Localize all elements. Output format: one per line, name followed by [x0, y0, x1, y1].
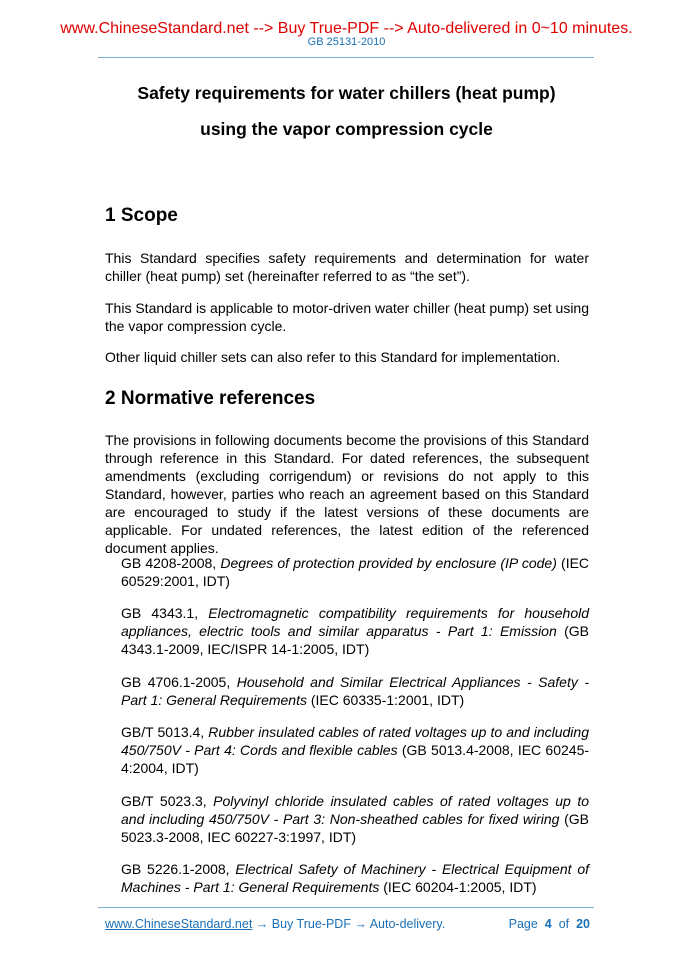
footer-left	[105, 916, 445, 932]
section-heading-normative-references: 2 Normative references	[105, 388, 316, 409]
reference-code: GB 5226.1-2008,	[121, 861, 230, 877]
reference-item	[121, 792, 589, 846]
reference-item	[121, 554, 589, 590]
footer-tagline: → Buy True-PDF → Auto-delivery.	[255, 917, 446, 931]
footer-site-link[interactable]: www.ChineseStandard.net	[105, 917, 253, 931]
document-title-line-2: using the vapor compression cycle	[200, 119, 493, 139]
scope-paragraph-2: This Standard is applicable to motor-driven water chiller (heat pump) set using the vapor compression cycle.	[105, 300, 590, 334]
page-total: 20	[576, 917, 590, 931]
reference-code: GB 4706.1-2005,	[121, 674, 231, 690]
section-heading-scope: 1 Scope	[105, 205, 178, 226]
reference-code: GB 4343.1,	[121, 605, 199, 621]
page-label: Page	[508, 917, 538, 931]
reference-title: Rubber insulated cables of rated voltages up to and including 450/750V - Part 4: Cords and flexible cables	[121, 724, 589, 758]
reference-note: (IEC 60529:2001, IDT)	[121, 555, 590, 589]
page-indicator	[509, 916, 590, 932]
reference-item	[121, 860, 589, 896]
footer-divider	[98, 907, 594, 908]
document-title-line-1: Safety requirements for water chillers (heat pump)	[137, 83, 556, 103]
reference-item	[121, 723, 589, 777]
reference-title: Polyvinyl chloride insulated cables of rated voltages up to and including 450/750V - Part 3: Non-sheathed cables for fixed wiring	[121, 793, 590, 827]
page-of-label: of	[558, 917, 570, 931]
reference-code: GB/T 5023.3,	[121, 793, 207, 809]
references-intro-paragraph: The provisions in following documents become the provisions of this Standard through reference in this Standard. For dated references, the subsequent amendments (excluding corrigendum) or revisions do not apply to this Standard, however, parties who reach an agreement based on this Standard are encouraged to study if the latest versions of these documents are applicable. For undated references, the latest edition of the referenced document applies.	[105, 432, 589, 556]
reference-note: (IEC 60204-1:2005, IDT)	[383, 879, 537, 895]
reference-note: (GB 5023.3-2008, IEC 60227-3:1997, IDT)	[121, 811, 590, 845]
reference-note: (GB 5013.4-2008, IEC 60245-4:2004, IDT)	[121, 742, 590, 776]
reference-item	[121, 604, 589, 658]
reference-title: Household and Similar Electrical Appliances - Safety - Part 1: General Requirements	[121, 674, 589, 708]
document-number: GB 25131-2010	[307, 36, 386, 48]
scope-paragraph-3: Other liquid chiller sets can also refer to this Standard for implementation.	[105, 349, 561, 365]
header-divider	[98, 57, 594, 58]
reference-code: GB/T 5013.4,	[121, 724, 205, 740]
reference-item	[121, 673, 589, 709]
reference-title: Degrees of protection provided by enclosure (IP code)	[220, 555, 557, 571]
reference-note: (GB 4343.1-2009, IEC/ISPR 14-1:2005, IDT)	[121, 623, 589, 657]
reference-code: GB 4208-2008,	[121, 555, 217, 571]
reference-title: Electrical Safety of Machinery - Electrical Equipment of Machines - Part 1: General Requirements	[121, 861, 589, 895]
scope-paragraph-1: This Standard specifies safety requirements and determination for water chiller (heat pump) set (hereinafter referred to as “the set”).	[105, 250, 589, 284]
header-banner[interactable]: www.ChineseStandard.net --> Buy True-PDF --> Auto-delivered in 0~10 minutes.	[60, 20, 633, 37]
page-current: 4	[544, 917, 552, 931]
reference-title: Electromagnetic compatibility requirements for household appliances, electric tools and similar apparatus - Part 1: Emission	[121, 605, 590, 639]
reference-note: (IEC 60335-1:2001, IDT)	[310, 692, 465, 708]
